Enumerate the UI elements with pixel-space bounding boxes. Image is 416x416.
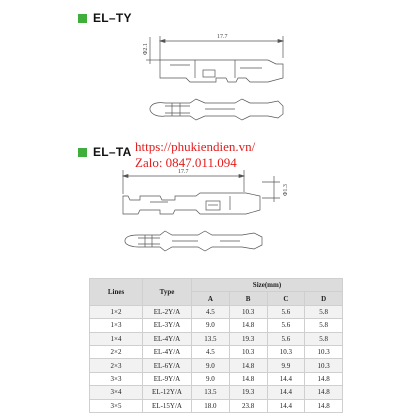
table-row: [90, 332, 343, 345]
table-cell-a: 4.5: [192, 345, 230, 358]
table-cell-type: EL-6Y/A: [143, 359, 192, 372]
table-cell-lines: 2×3: [90, 359, 143, 372]
col-header-size: Size(mm): [192, 279, 343, 292]
table-cell-d: 10.3: [305, 359, 343, 372]
table-cell-type: EL-15Y/A: [143, 399, 192, 412]
table-cell-lines: 1×3: [90, 319, 143, 332]
table-cell-lines: 1×2: [90, 305, 143, 318]
table-cell-lines: 3×4: [90, 386, 143, 399]
table-cell-d: 14.8: [305, 372, 343, 385]
table-cell-b: 10.3: [229, 305, 267, 318]
table-cell-b: 19.3: [229, 386, 267, 399]
table-row: [90, 372, 343, 385]
table-cell-type: EL-9Y/A: [143, 372, 192, 385]
col-header-b: B: [229, 292, 267, 305]
section-title: EL–TY: [93, 11, 132, 25]
table-cell-c: 14.4: [267, 372, 305, 385]
table-row: [90, 345, 343, 358]
table-cell-type: EL-4Y/A: [143, 332, 192, 345]
table-cell-c: 10.3: [267, 345, 305, 358]
col-header-a: A: [192, 292, 230, 305]
table-cell-type: EL-3Y/A: [143, 319, 192, 332]
table-cell-a: 4.5: [192, 305, 230, 318]
table-row: [90, 319, 343, 332]
table-row: [90, 359, 343, 372]
watermark-url: https://phukiendien.vn/: [135, 139, 256, 154]
table-cell-b: 14.8: [229, 359, 267, 372]
table-row: [90, 386, 343, 399]
section-title: EL–TA: [93, 145, 132, 159]
col-header-lines: Lines: [90, 279, 143, 306]
table-cell-lines: 3×3: [90, 372, 143, 385]
table-cell-d: 10.3: [305, 345, 343, 358]
el-ty-top-view-drawing: [146, 36, 283, 82]
table-cell-c: 9.9: [267, 359, 305, 372]
col-header-c: C: [267, 292, 305, 305]
table-cell-d: 14.8: [305, 399, 343, 412]
table-header-row: [90, 279, 343, 292]
table-cell-c: 14.4: [267, 399, 305, 412]
table-cell-lines: 2×2: [90, 345, 143, 358]
table-cell-b: 19.3: [229, 332, 267, 345]
table-cell-b: 10.3: [229, 345, 267, 358]
el-ty-length-label: 17.7: [217, 34, 228, 40]
table-cell-a: 9.0: [192, 359, 230, 372]
el-ty-side-view-drawing: [150, 99, 283, 120]
watermark-zalo: Zalo: 0847.011.094: [135, 155, 237, 170]
table-cell-c: 5.6: [267, 305, 305, 318]
table-cell-a: 18.0: [192, 399, 230, 412]
table-cell-b: 14.8: [229, 319, 267, 332]
el-ta-length-label: 17.7: [178, 169, 189, 175]
table-cell-type: EL-12Y/A: [143, 386, 192, 399]
table-cell-d: 5.8: [305, 319, 343, 332]
col-header-type: Type: [143, 279, 192, 306]
table-row: [90, 399, 343, 412]
table-cell-b: 14.8: [229, 372, 267, 385]
table-cell-lines: 3×5: [90, 399, 143, 412]
table-row: [90, 305, 343, 318]
el-ta-side-view-drawing: [125, 231, 262, 251]
table-cell-type: EL-2Y/A: [143, 305, 192, 318]
table-cell-c: 5.6: [267, 319, 305, 332]
table-cell-a: 9.0: [192, 372, 230, 385]
table-cell-lines: 1×4: [90, 332, 143, 345]
col-header-d: D: [305, 292, 343, 305]
table-cell-type: EL-4Y/A: [143, 345, 192, 358]
el-ty-diameter-label: Φ2.1: [143, 43, 149, 55]
table-cell-b: 23.8: [229, 399, 267, 412]
table-cell-d: 5.8: [305, 332, 343, 345]
table-cell-a: 13.5: [192, 386, 230, 399]
table-cell-c: 5.6: [267, 332, 305, 345]
table-cell-d: 14.8: [305, 386, 343, 399]
el-ta-top-view-drawing: [123, 170, 280, 214]
spec-table: [89, 278, 343, 413]
table-cell-c: 14.4: [267, 386, 305, 399]
el-ta-diameter-label: Φ1.3: [283, 184, 289, 196]
table-cell-d: 5.8: [305, 305, 343, 318]
table-cell-a: 9.0: [192, 319, 230, 332]
table-cell-a: 13.5: [192, 332, 230, 345]
